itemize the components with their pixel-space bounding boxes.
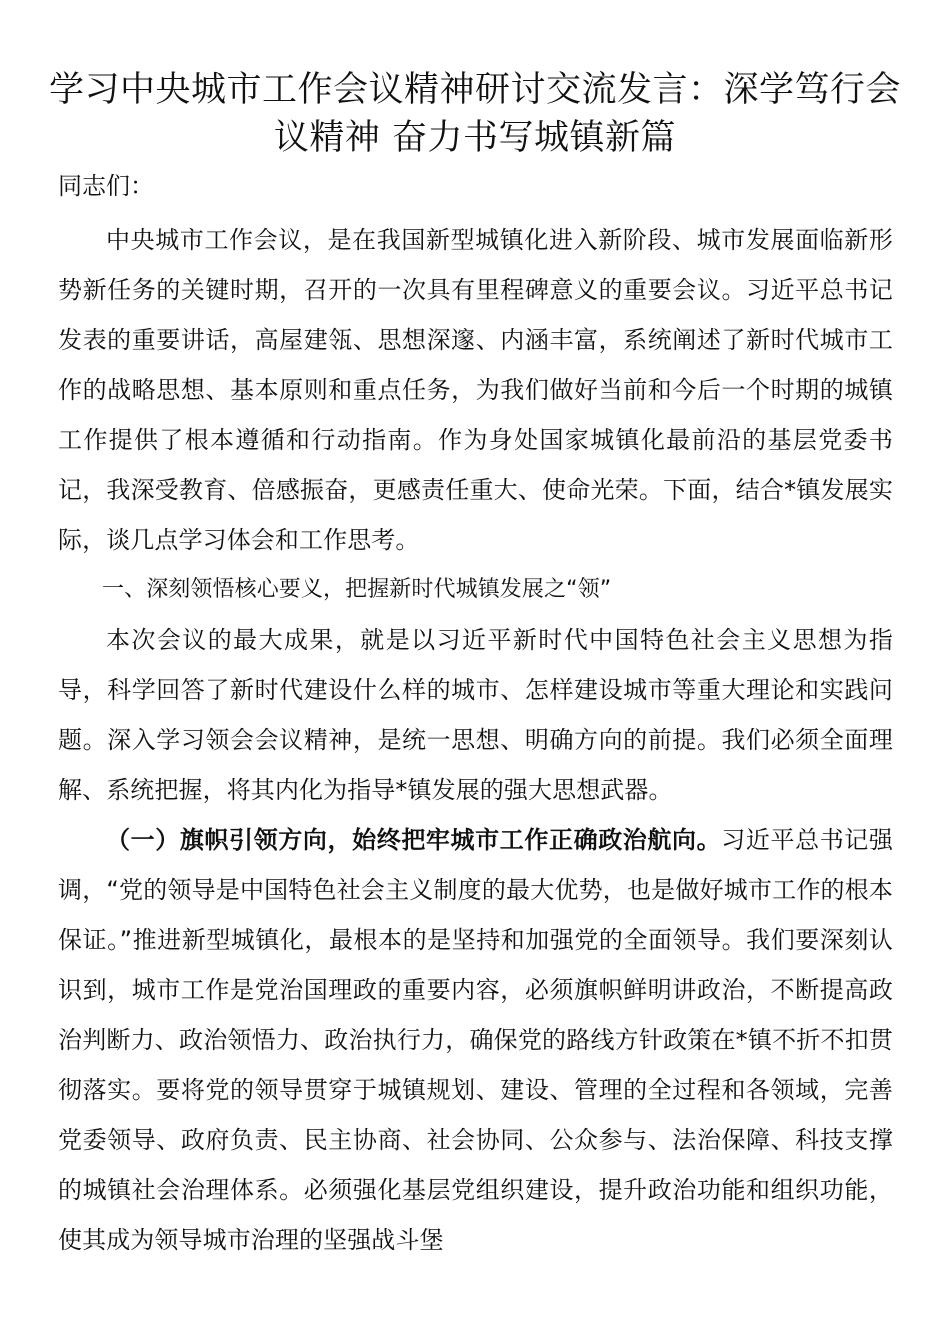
paragraph-subsection-1 xyxy=(58,815,893,1265)
document-title: 学习中央城市工作会议精神研讨交流发言：深学笃行会议精神 奋力书写城镇新篇 xyxy=(48,70,901,158)
paragraph-section-1: 本次会议的最大成果，就是以习近平新时代中国特色社会主义思想为指导，科学回答了新时代建设什么样的城市、怎样建设城市等重大理论和实践问题。深入学习领会会议精神，是统一思想、明确方向的前提。我们必须全面理解、系统把握，将其内化为指导*镇发展的强大思想武器。 xyxy=(58,626,893,804)
section-heading-1: 一、深刻领悟核心要义，把握新时代城镇发展之“领” xyxy=(102,577,612,602)
document-body xyxy=(58,215,893,1265)
subsection-1-lead: （一）旗帜引领方向，始终把牢城市工作正确政治航向。 xyxy=(106,826,722,854)
subsection-1-text: 习近平总书记强调，“党的领导是中国特色社会主义制度的最大优势，也是做好城市工作的根本保证。”推进新型城镇化，最根本的是坚持和加强党的全面领导。我们要深刻认识到，城市工作是党治国理政的重要内容，必须旗帜鲜明讲政治，不断提高政治判断力、政治领悟力、政治执行力，确保党的路线方针政策在*镇不折不扣贯彻落实。要将党的领导贯穿于城镇规划、建设、管理的全过程和各领域，完善党委领导、政府负责、民主协商、社会协同、公众参与、法治保障、科技支撑的城镇社会治理体系。必须强化基层党组织建设，提升政治功能和组织功能，使其成为领导城市治理的坚强战斗堡 xyxy=(58,826,894,1254)
salutation: 同志们： xyxy=(58,172,154,200)
paragraph-intro: 中央城市工作会议，是在我国新型城镇化进入新阶段、城市发展面临新形势新任务的关键时期，召开的一次具有里程碑意义的重要会议。习近平总书记发表的重要讲话，高屋建瓴、思想深邃、内涵丰富，系统阐述了新时代城市工作的战略思想、基本原则和重点任务，为我们做好当前和今后一个时期的城镇工作提供了根本遵循和行动指南。作为身处国家城镇化最前沿的基层党委书记，我深受教育、倍感振奋，更感责任重大、使命光荣。下面，结合*镇发展实际，谈几点学习体会和工作思考。 xyxy=(58,226,893,554)
